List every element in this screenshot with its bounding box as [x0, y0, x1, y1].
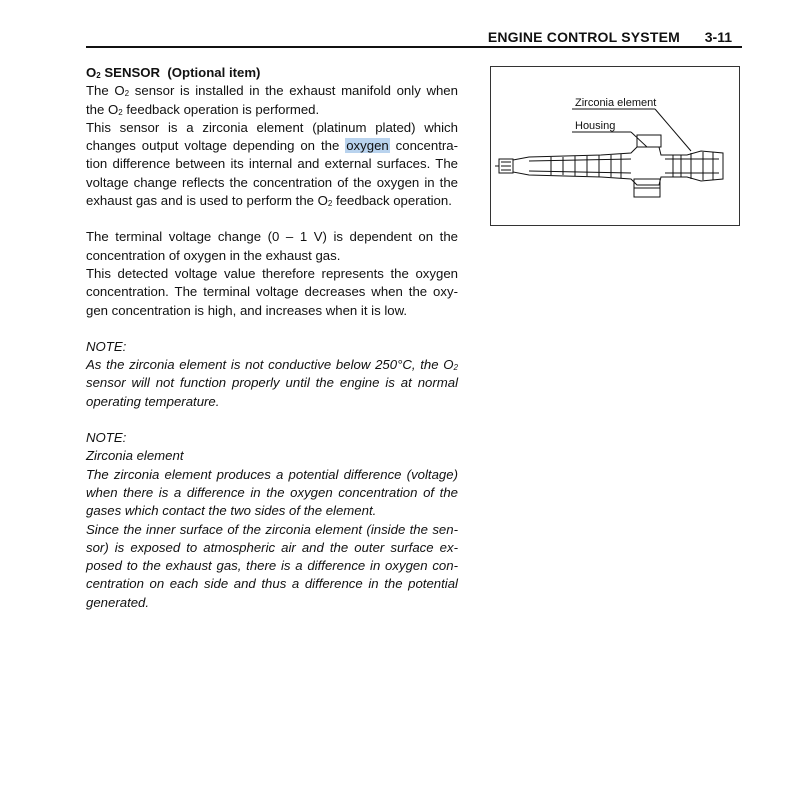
note-2-label: NOTE:: [86, 430, 127, 446]
o2-paragraph-4: This detected voltage value therefore represents the oxygen concentration. The terminal voltage decreases when the oxygen concentration is high, and increases when it is low.: [86, 265, 458, 318]
o2-sensor-figure: [490, 66, 740, 226]
page-header: [86, 28, 742, 48]
o2-sensor-heading: $O_2$ SENSOR (Optional item): [86, 65, 261, 80]
note-2-paragraph-2: Since the inner surface of the zirconia element (inside the sensor) is exposed to atmospheric air and the outer surface exposed to the exhaust gas, there is a difference in oxygen concentration on each side and thus a difference in the potential generated.: [86, 521, 458, 610]
o2-paragraph-1: The $O_2$ sensor is installed in the exhaust manifold only when the $O_2$ feedback operation is performed.: [86, 83, 458, 117]
selected-word-oxygen[interactable]: oxygen: [346, 138, 389, 154]
o2-paragraph-2: This sensor is a zirconia element (platinum plated) which changes output voltage depending on the oxygen concentration difference between its internal and external surfaces. The voltage change reflects the concentration of the oxygen in the exhaust gas and is used to perform the $O_2$ feedback operation.: [86, 119, 458, 209]
o2-paragraph-3: The terminal voltage change (0 – 1 V) is dependent on the concentration of oxygen in the exhaust gas.: [86, 229, 458, 263]
note-2-paragraph-1: The zirconia element produces a potential difference (voltage) when there is a difference in the oxygen concentration of the gases which contact the two sides of the element.: [86, 466, 458, 519]
note-1-text: As the zirconia element is not conductive below 250°C, the $O_2$ sensor will not function properly until the engine is at normal operating temperature.: [86, 357, 458, 409]
note-1-label: NOTE:: [86, 338, 127, 354]
label-housing: Housing: [575, 120, 616, 132]
note-2-subtitle: Zirconia element: [86, 448, 184, 464]
page-number: 3-11: [704, 29, 732, 45]
sensor-drawing: [491, 67, 739, 225]
section-title: ENGINE CONTROL SYSTEM: [487, 29, 680, 45]
label-zirconia-element: Zirconia element: [575, 97, 657, 109]
main-text-column: [86, 64, 458, 612]
